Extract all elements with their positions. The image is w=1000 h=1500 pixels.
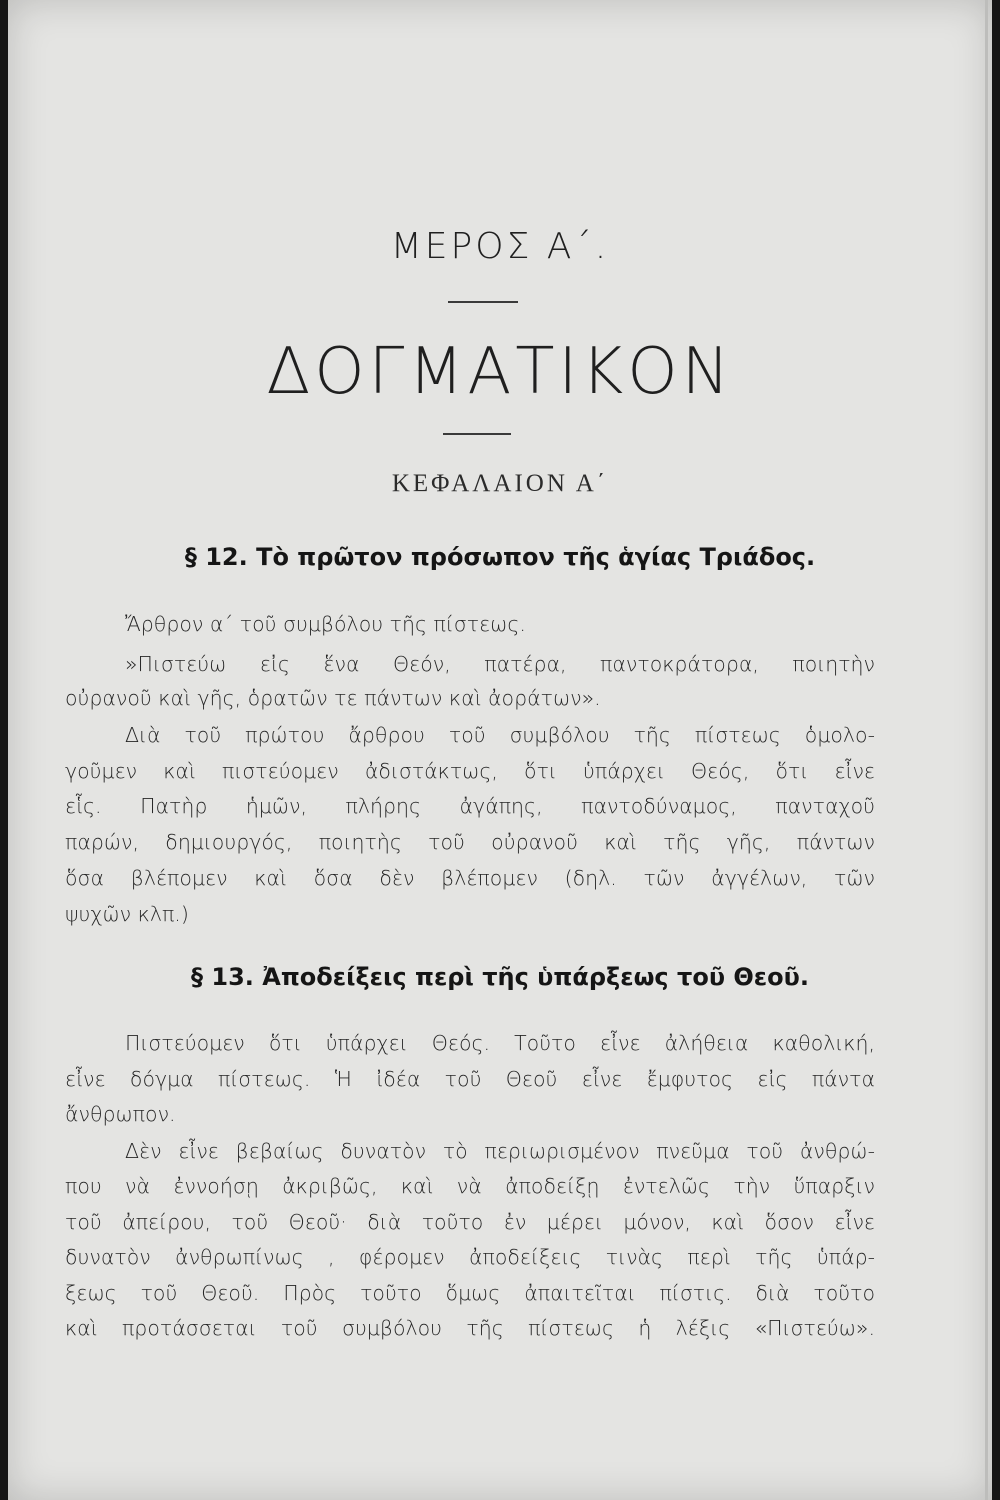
part-heading: ΜΕΡΟΣ Α΄. <box>390 226 610 267</box>
text-line: εἷς. Πατὴρ ἡμῶν, πλήρης ἀγάπης, παντοδύναμος, πανταχοῦ <box>65 794 875 818</box>
main-title: ΔΟΓΜΑΤΙΚΟΝ <box>266 335 734 409</box>
text-line: Δὲν εἶνε βεβαίως δυνατὸν τὸ περιωρισμένον πνεῦμα τοῦ ἀνθρώ- <box>125 1139 875 1163</box>
page-edge <box>985 0 988 1500</box>
divider-rule <box>443 433 511 435</box>
text-line: γοῦμεν καὶ πιστεύομεν ἀδιστάκτως, ὅτι ὑπάρχει Θεός, ὅτι εἶνε <box>65 759 875 783</box>
chapter-heading: ΚΕΦΑΛΑΙΟΝ Α΄ <box>391 470 609 497</box>
text-line: Διὰ τοῦ πρώτου ἄρθρου τοῦ συμβόλου τῆς πίστεως ὁμολο- <box>125 723 875 747</box>
section-13-heading: § 13. Ἀποδείξεις περὶ τῆς ὑπάρξεως τοῦ Θεοῦ. <box>191 963 809 991</box>
text-line: ξεως τοῦ Θεοῦ. Πρὸς τοῦτο ὅμως ἀπαιτεῖται πίστις. διὰ τοῦτο <box>65 1281 875 1305</box>
book-page <box>8 0 992 1500</box>
text-line: Ἄρθρον α΄ τοῦ συμβόλου τῆς πίστεως. <box>125 612 526 636</box>
text-line: καὶ προτάσσεται τοῦ συμβόλου τῆς πίστεως ἡ λέξις «Πιστεύω». <box>65 1316 875 1340</box>
text-line: »Πιστεύω εἰς ἕνα Θεόν, πατέρα, παντοκράτορα, ποιητὴν <box>125 652 875 676</box>
text-line: παρών, δημιουργός, ποιητὴς τοῦ οὐρανοῦ καὶ τῆς γῆς, πάντων <box>65 830 875 854</box>
text-line: που νὰ ἐννοήσῃ ἀκριβῶς, καὶ νὰ ἀποδείξῃ ἐντελῶς τὴν ὕπαρξιν <box>65 1174 875 1198</box>
text-line: ψυχῶν κλπ.) <box>65 902 189 926</box>
section-12-heading: § 12. Τὸ πρῶτον πρόσωπον τῆς ἁγίας Τριάδος. <box>184 543 816 571</box>
text-line: ὅσα βλέπομεν καὶ ὅσα δὲν βλέπομεν (δηλ. τῶν ἀγγέλων, τῶν <box>65 866 875 890</box>
text-line: τοῦ ἀπείρου, τοῦ Θεοῦ· διὰ τοῦτο ἐν μέρει μόνον, καὶ ὅσον εἶνε <box>65 1210 875 1234</box>
text-line: οὐρανοῦ καὶ γῆς, ὁρατῶν τε πάντων καὶ ἀοράτων». <box>65 686 601 710</box>
text-line: ἄνθρωπον. <box>65 1102 176 1126</box>
divider-rule <box>448 301 518 303</box>
text-line: δυνατὸν ἀνθρωπίνως , φέρομεν ἀποδείξεις τινὰς περὶ τῆς ὑπάρ- <box>65 1245 875 1269</box>
text-line: εἶνε δόγμα πίστεως. Ἡ ἰδέα τοῦ Θεοῦ εἶνε ἔμφυτος εἰς πάντα <box>65 1067 875 1091</box>
text-line: Πιστεύομεν ὅτι ὑπάρχει Θεός. Τοῦτο εἶνε ἀλήθεια καθολική, <box>125 1031 875 1055</box>
